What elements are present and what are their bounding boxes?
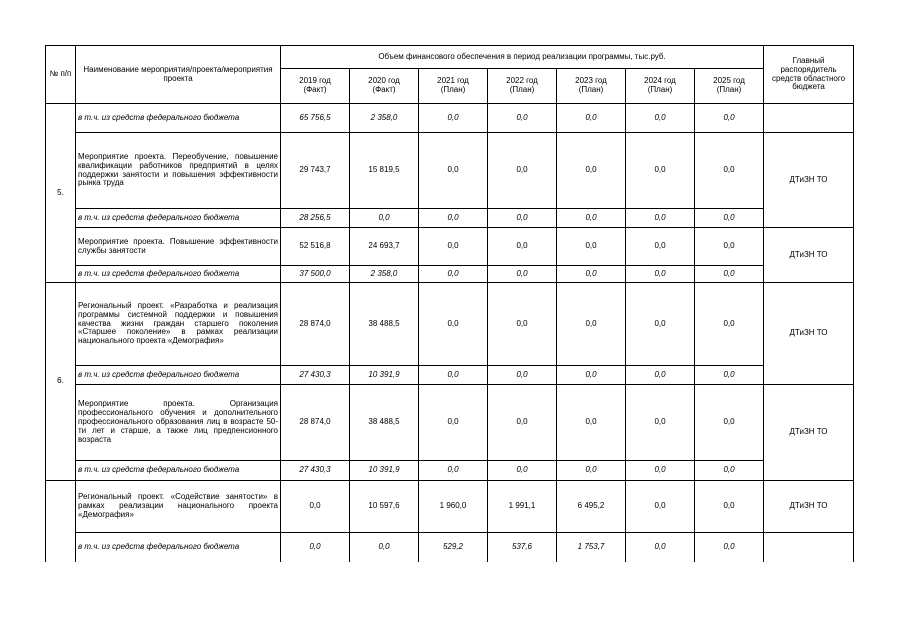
value-cell: 0,0 (419, 228, 488, 266)
year-kind-label: (Факт) (303, 85, 327, 94)
table-row (46, 461, 854, 481)
value-cell: 0,0 (557, 283, 626, 366)
value-cell: 1 991,1 (488, 481, 557, 533)
row-name: в т.ч. из средств федерального бюджета (76, 104, 281, 133)
year-kind-label: (План) (440, 85, 466, 94)
year-header (626, 69, 695, 104)
manager-cell: ДТиЗН ТО (764, 283, 854, 385)
year-kind-label: (План) (647, 85, 673, 94)
value-cell: 0,0 (626, 104, 695, 133)
value-cell: 0,0 (419, 283, 488, 366)
value-cell: 0,0 (557, 228, 626, 266)
row-name: Мероприятие проекта. Переобучение, повышение квалификации работников предприятий в целях поддержки занятости и повышения эффективности рынка труда (76, 133, 281, 209)
manager-cell (764, 533, 854, 562)
value-cell: 0,0 (695, 209, 764, 228)
value-cell: 0,0 (488, 209, 557, 228)
value-cell: 0,0 (488, 266, 557, 283)
value-cell: 2 358,0 (350, 104, 419, 133)
value-cell: 0,0 (695, 133, 764, 209)
value-cell: 0,0 (281, 481, 350, 533)
value-cell: 0,0 (488, 461, 557, 481)
value-cell: 38 488,5 (350, 283, 419, 366)
value-cell: 0,0 (419, 266, 488, 283)
year-header (695, 69, 764, 104)
value-cell: 0,0 (488, 228, 557, 266)
year-header (488, 69, 557, 104)
table-row (46, 385, 854, 461)
value-cell: 0,0 (695, 266, 764, 283)
row-name: в т.ч. из средств федерального бюджета (76, 366, 281, 385)
value-cell: 37 500,0 (281, 266, 350, 283)
row-number: 6. (46, 283, 76, 481)
value-cell: 28 874,0 (281, 283, 350, 366)
table-row (46, 104, 854, 133)
value-cell: 0,0 (695, 228, 764, 266)
year-label: 2021 год (437, 76, 469, 86)
value-cell: 0,0 (557, 385, 626, 461)
year-kind-label: (План) (578, 85, 604, 94)
value-cell: 0,0 (626, 133, 695, 209)
table-row (46, 209, 854, 228)
year-label: 2025 год (713, 76, 745, 86)
year-label: 2019 год (299, 76, 331, 86)
value-cell: 0,0 (626, 533, 695, 562)
value-cell: 0,0 (488, 385, 557, 461)
value-cell: 15 819,5 (350, 133, 419, 209)
value-cell: 0,0 (419, 366, 488, 385)
table-row (46, 481, 854, 533)
value-cell: 0,0 (695, 104, 764, 133)
value-cell: 0,0 (626, 228, 695, 266)
table-row (46, 133, 854, 209)
year-kind-label: (План) (509, 85, 535, 94)
value-cell: 38 488,5 (350, 385, 419, 461)
year-header (281, 69, 350, 104)
year-header (419, 69, 488, 104)
value-cell: 28 874,0 (281, 385, 350, 461)
value-cell: 0,0 (626, 481, 695, 533)
value-cell: 0,0 (281, 533, 350, 562)
year-header (350, 69, 419, 104)
value-cell: 0,0 (488, 283, 557, 366)
manager-header: Главный распорядитель средств областного бюджета (764, 46, 854, 104)
year-label: 2024 год (644, 76, 676, 86)
value-cell: 0,0 (557, 133, 626, 209)
funding-header: Объем финансового обеспечения в период реализации программы, тыс.руб. (281, 46, 764, 69)
value-cell: 24 693,7 (350, 228, 419, 266)
value-cell: 0,0 (695, 283, 764, 366)
row-name: Региональный проект. «Содействие занятости» в рамках реализации национального проекта «Демография» (76, 481, 281, 533)
value-cell: 0,0 (419, 461, 488, 481)
year-label: 2023 год (575, 76, 607, 86)
row-name: в т.ч. из средств федерального бюджета (76, 266, 281, 283)
value-cell: 0,0 (488, 104, 557, 133)
funding-table (45, 45, 854, 562)
value-cell: 0,0 (419, 104, 488, 133)
value-cell: 6 495,2 (557, 481, 626, 533)
value-cell: 0,0 (557, 266, 626, 283)
manager-cell (764, 104, 854, 133)
value-cell: 1 960,0 (419, 481, 488, 533)
value-cell: 2 358,0 (350, 266, 419, 283)
value-cell: 0,0 (695, 366, 764, 385)
value-cell: 0,0 (626, 209, 695, 228)
row-name: в т.ч. из средств федерального бюджета (76, 209, 281, 228)
year-kind-label: (План) (716, 85, 742, 94)
value-cell: 0,0 (626, 366, 695, 385)
value-cell: 10 597,6 (350, 481, 419, 533)
value-cell: 0,0 (626, 266, 695, 283)
year-kind-label: (Факт) (372, 85, 396, 94)
value-cell: 529,2 (419, 533, 488, 562)
value-cell: 10 391,9 (350, 461, 419, 481)
table-row (46, 283, 854, 366)
year-header (557, 69, 626, 104)
row-name: в т.ч. из средств федерального бюджета (76, 533, 281, 562)
row-number: 5. (46, 104, 76, 283)
table-row (46, 366, 854, 385)
table-row (46, 266, 854, 283)
value-cell: 0,0 (350, 209, 419, 228)
value-cell: 1 753,7 (557, 533, 626, 562)
value-cell: 0,0 (626, 385, 695, 461)
header-row-1 (46, 46, 854, 69)
table-row (46, 228, 854, 266)
value-cell: 27 430,3 (281, 461, 350, 481)
number-header: № п/п (46, 46, 76, 104)
value-cell: 0,0 (557, 366, 626, 385)
value-cell: 0,0 (626, 283, 695, 366)
row-name: Мероприятие проекта. Организация профессионального обучения и дополнительного профессионального образования лиц в возрасте 50-ти лет и старше, а также лиц предпенсионного возраста (76, 385, 281, 461)
value-cell: 28 256,5 (281, 209, 350, 228)
value-cell: 0,0 (419, 385, 488, 461)
value-cell: 0,0 (350, 533, 419, 562)
value-cell: 0,0 (488, 366, 557, 385)
value-cell: 65 756,5 (281, 104, 350, 133)
value-cell: 0,0 (695, 461, 764, 481)
manager-cell: ДТиЗН ТО (764, 385, 854, 481)
value-cell: 0,0 (419, 133, 488, 209)
value-cell: 10 391,9 (350, 366, 419, 385)
row-name: Мероприятие проекта. Повышение эффективности службы занятости (76, 228, 281, 266)
value-cell: 29 743,7 (281, 133, 350, 209)
value-cell: 537,6 (488, 533, 557, 562)
value-cell: 0,0 (695, 481, 764, 533)
value-cell: 0,0 (419, 209, 488, 228)
value-cell: 0,0 (695, 385, 764, 461)
value-cell: 0,0 (488, 133, 557, 209)
year-label: 2020 год (368, 76, 400, 86)
manager-cell: ДТиЗН ТО (764, 228, 854, 283)
value-cell: 52 516,8 (281, 228, 350, 266)
row-name: в т.ч. из средств федерального бюджета (76, 461, 281, 481)
value-cell: 0,0 (557, 209, 626, 228)
manager-cell: ДТиЗН ТО (764, 481, 854, 533)
name-header: Наименование мероприятия/проекта/мероприятия проекта (76, 46, 281, 104)
value-cell: 0,0 (557, 104, 626, 133)
year-label: 2022 год (506, 76, 538, 86)
manager-cell: ДТиЗН ТО (764, 133, 854, 228)
value-cell: 0,0 (695, 533, 764, 562)
table-row (46, 533, 854, 562)
row-name: Региональный проект. «Разработка и реализация программы системной поддержки и повышения качества жизни граждан старшего поколения «Старшее поколение» в рамках реализации национального проекта «Демография» (76, 283, 281, 366)
value-cell: 27 430,3 (281, 366, 350, 385)
value-cell: 0,0 (626, 461, 695, 481)
row-number (46, 481, 76, 562)
value-cell: 0,0 (557, 461, 626, 481)
